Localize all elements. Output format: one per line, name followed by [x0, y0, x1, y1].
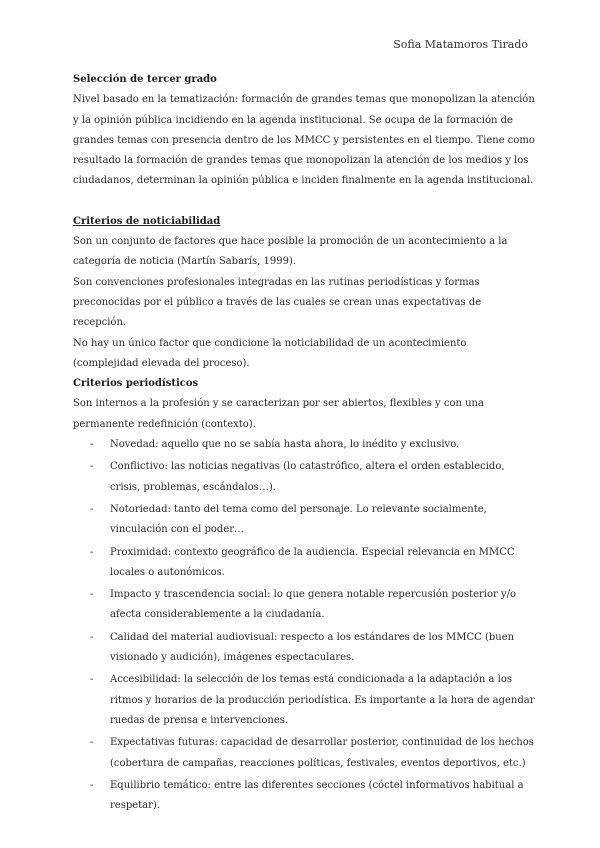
- journalistic-text: Son internos a la profesión y se caracterizan por ser abiertos, flexibles y con una permanente redefinición (contexto).: [73, 398, 484, 430]
- list-item: [73, 543, 535, 584]
- list-item: [73, 628, 535, 669]
- dash-marker: -: [90, 737, 94, 749]
- list-item: [73, 457, 535, 498]
- list-item: [73, 585, 535, 626]
- criteria-list: [73, 435, 535, 816]
- criteria-heading: Criterios de noticiabilidad: [73, 215, 221, 227]
- list-item: [73, 733, 535, 774]
- list-item-text: Proximidad: contexto geográfico de la audiencia. Especial relevancia en MMCC locales o autonómicos.: [110, 546, 515, 578]
- list-item-text: Expectativas futuras: capacidad de desarrollar posterior, continuidad de los hechos (cobertura de campañas, reacciones políticas, festivales, eventos deportivos, etc.): [110, 737, 534, 769]
- criteria-paragraph-1: Son un conjunto de factores que hace posible la promoción de un acontecimiento a la categoría de noticia (Martín Sabarís, 1999).: [73, 236, 508, 268]
- list-item-text: Calidad del material audiovisual: respecto a los estándares de los MMCC (buen visionado y audición), imágenes espectaculares.: [110, 631, 515, 664]
- list-item-text: Equilibrio temático: entre las diferentes secciones (cóctel informativos habitual a respetar).: [110, 779, 524, 812]
- criteria-paragraph-2: Son convenciones profesionales integradas en las rutinas periodísticas y formas preconocidas por el público a través de las cuales se crean unas expectativas de recepción.: [73, 276, 482, 329]
- dash-marker: -: [90, 503, 94, 515]
- section-gap: [73, 192, 535, 212]
- list-item: [73, 500, 535, 541]
- dash-marker: -: [90, 439, 94, 451]
- list-item-text: Impacto y trascendencia social: lo que genera notable repercusión posterior y/o afecta considerablemente a la ciudadanía.: [110, 589, 517, 621]
- dash-marker: -: [90, 589, 94, 601]
- list-item-text: Conflictivo: las noticias negativas (lo catastrófico, altera el orden establecido, crisis, problemas, escándalos…).: [110, 461, 505, 493]
- list-item: [73, 435, 535, 455]
- dash-marker: -: [90, 631, 94, 643]
- dash-marker: -: [90, 546, 94, 558]
- dash-marker: -: [90, 674, 94, 686]
- list-item-text: Accesibilidad: la selección de los temas está condicionada a la adaptación a los ritmos y horarios de la producción periodística. Es importante a la hora de agendar ruedas de prensa e intervenciones.: [110, 674, 535, 726]
- third-degree-text: Nivel basado en la tematización: formación de grandes temas que monopolizan la atención y la opinión pública incidiendo en la agenda institucional. Se ocupa de la formación de grandes temas con presencia dentro de los MMCC y persistentes en el tiempo. Tiene como resultado la formación de grandes temas que monopolizan la atención de los medios y los ciudadanos, determinan la opinión pública e inciden finalmente en la agenda institucional.: [73, 94, 535, 187]
- third-degree-heading: Selección de tercer grado: [73, 74, 217, 85]
- criteria-paragraph-3: No hay un único factor que condicione la noticiabilidad de un acontecimiento (complejidad elevada del proceso).: [73, 337, 467, 369]
- list-item-text: Novedad: aquello que no se sabía hasta ahora, lo inédito y exclusivo.: [110, 439, 460, 451]
- journalistic-heading: Criterios periodísticos: [73, 378, 199, 390]
- author-name: Sofia Matamoros Tirado: [393, 38, 528, 51]
- list-item: [73, 670, 535, 731]
- list-item-text: Notoriedad: tanto del tema como del personaje. Lo relevante socialmente, vinculación con el poder…: [110, 503, 487, 536]
- dash-marker: -: [90, 779, 94, 791]
- document-body: [73, 70, 535, 818]
- dash-marker: -: [90, 461, 94, 473]
- list-item: [73, 776, 535, 817]
